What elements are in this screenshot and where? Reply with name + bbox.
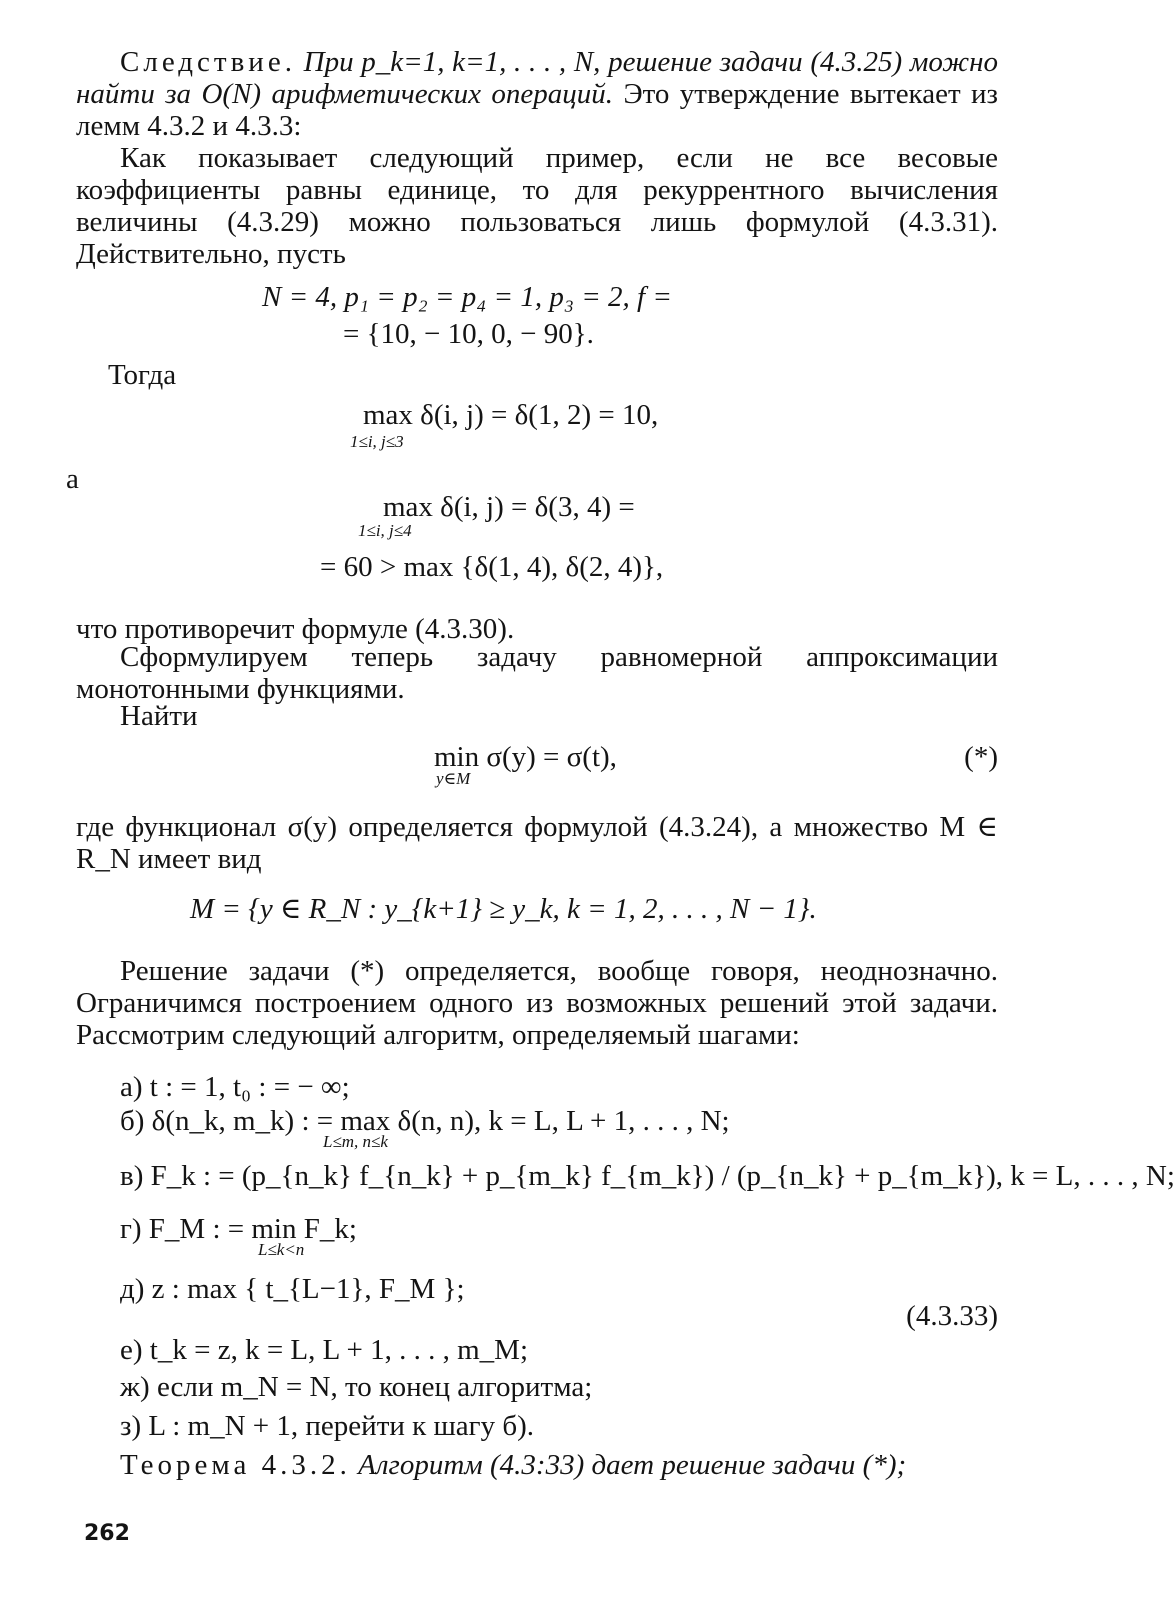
min-formula-subscript: y∈M	[436, 769, 471, 788]
algorithm-step-z: з) L : m_N + 1, перейти к шагу б).	[120, 1410, 534, 1442]
corollary-rest: Это утверждение вытекает из лемм 4.3.2 и 4.3.3:	[76, 78, 999, 142]
min-formula: min σ(y) = σ(t),	[434, 741, 617, 773]
paragraph-example-intro: Как показывает следующий пример, если не все весовые коэффициенты равны единице, то для рекуррентного вычисления величины (4.3.29) можно пользоваться лишь формулой (4.3.31). Действительно, пусть	[76, 142, 998, 270]
equation-label-star: (*)	[964, 741, 998, 773]
max-formula-2-subscript: 1≤i, j≤4	[358, 521, 412, 540]
algorithm-step-b-subscript: L≤m, n≤k	[323, 1132, 388, 1151]
algorithm-step-g-subscript: L≤k<n	[258, 1240, 305, 1259]
max-formula-1-subscript: 1≤i, j≤3	[350, 432, 404, 451]
algorithm-step-d: д) z : max { t_{L−1}, F_M };	[120, 1273, 465, 1305]
word-then: Тогда	[108, 359, 177, 391]
algorithm-step-g: г) F_M : = min F_k;	[120, 1213, 357, 1245]
max-formula-2: max δ(i, j) = δ(3, 4) =	[383, 491, 635, 523]
paragraph-algorithm-intro: Решение задачи (*) определяется, вообще говоря, неоднозначно. Ограничимся построением одного из возможных решений этой задачи. Рассмотрим следующий алгоритм, определяемый шагами:	[76, 955, 998, 1051]
paragraph-problem-statement: Сформулируем теперь задачу равномерной аппроксимации монотонными функциями.	[76, 641, 998, 705]
word-and: а	[66, 463, 79, 495]
contradiction-line: что противоречит формуле (4.3.30).	[76, 613, 515, 645]
paragraph-functional: где функционал σ(y) определяется формулой (4.3.24), а множество M ∈ R_N имеет вид	[76, 811, 998, 875]
theorem-paragraph	[76, 1449, 998, 1481]
corollary-paragraph	[76, 46, 998, 142]
word-find: Найти	[120, 700, 198, 732]
max-formula-1: max δ(i, j) = δ(1, 2) = 10,	[363, 399, 659, 431]
algorithm-equation-label: (4.3.33)	[906, 1300, 998, 1332]
algorithm-step-a: а) t : = 1, t₀ : = − ∞;	[120, 1071, 350, 1103]
algorithm-step-e: е) t_k = z, k = L, L + 1, . . . , m_M;	[120, 1334, 529, 1366]
theorem-statement: Алгоритм (4.3:33) дает решение задачи (*);	[358, 1449, 907, 1481]
example-line-2: = {10, − 10, 0, − 90}.	[343, 318, 594, 350]
algorithm-step-zh: ж) если m_N = N, то конец алгоритма;	[120, 1371, 593, 1403]
max-formula-2-line-2: = 60 > max {δ(1, 4), δ(2, 4)},	[320, 551, 664, 583]
algorithm-step-v: в) F_k : = (p_{n_k} f_{n_k} + p_{m_k} f_{m_k}) / (p_{n_k} + p_{m_k}), k = L, . . . , N;	[120, 1160, 1175, 1192]
corollary-heading: Следствие.	[120, 46, 296, 78]
corollary-statement: При p_k=1, k=1, . . . , N, решение задачи (4.3.25) можно найти за O(N) арифметических операций.	[76, 46, 998, 110]
set-definition: M = {y ∈ R_N : y_{k+1} ≥ y_k, k = 1, 2, . . . , N − 1}.	[190, 893, 817, 925]
page-number: 262	[84, 1521, 130, 1546]
algorithm-step-b: б) δ(n_k, m_k) : = max δ(n, n), k = L, L + 1, . . . , N;	[120, 1105, 730, 1137]
example-line-1: N = 4, p₁ = p₂ = p₄ = 1, p₃ = 2, f =	[262, 281, 672, 313]
theorem-heading: Теорема 4.3.2.	[120, 1449, 351, 1481]
